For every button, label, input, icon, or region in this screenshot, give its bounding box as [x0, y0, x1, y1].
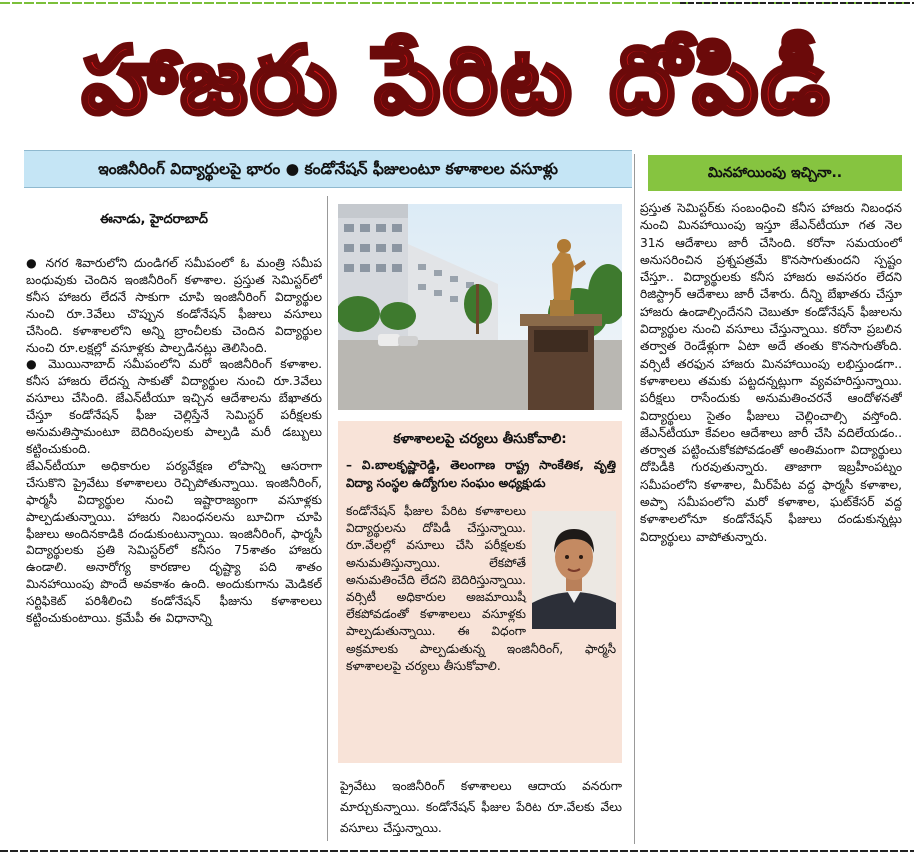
sidebar-title: మినహాయింపు ఇచ్చినా.. [648, 155, 902, 191]
paragraph: ప్రస్తుత సెమిస్టర్‌కు సంబంధించి కనీస హాజరు నిబంధన నుంచి మినహాయింపు ఇస్తూ జేఎన్‌టీయూ గత నెల 31న ఆదేశాలు జారీ చేసింది. కరోనా సమయంలో అనుసరించిన ప్రశ్నపత్రమే కొనసాగుతుందని స్పష్టం చేస్తూ.. విద్యార్థులకు కనీస హాజరు అవసరం లేదని రిజిస్ట్రార్ ఆదేశాలు జారీ చేశారు. దీన్ని బేఖాతరు చేస్తూ హాజరు ఉండాల్సిందేనని చెబుతూ కండోనేషన్ ఫీజులను విద్యార్థుల నుంచి వసూలు చేస్తున్నాయి. కరోనా ప్రబలిన తర్వాత రెండేళ్లుగా ఏటా అదే తంతు కొనసాగుతోంది. వర్సిటీ తరఫున హాజరు మినహాయింపు లభిస్తుండగా.. కళాశాలలు తమకు పట్టదన్నట్లుగా వ్యవహరిస్తున్నాయి. పరీక్షలు రాసేందుకు అనుమతించరనే ఆందోళనతో విద్యార్థులు సైతం ఫీజులు చెల్లించాల్సి వస్తోంది. జేఎన్‌టీయూ కేవలం ఆదేశాలు జారీ చేసి వదిలేయడం.. తర్వాత పట్టించుకోకపోవడంతో అంతిమంగా విద్యార్థులు దోపిడీకి గురవుతున్నారు. తాజాగా ఇబ్రహీంపట్నం సమీపంలోని కళాశాల, మీర్‌పేట వద్ద ఫార్మసీ కళాశాల, అప్పా సమీపంలోని మరో కళాశాల, ఘట్‌కేసర్ వద్ద కళాశాలలోనూ కండోనేషన్ ఫీజులు దండుకున్నట్లు విద్యార్థులు వాపోతున్నారు. [640, 201, 902, 544]
sidebar-column [640, 200, 902, 840]
college-photo [338, 204, 622, 410]
headline: హాజరు పేరిట దోపిడీ [81, 27, 833, 134]
dateline: ఈనాడు, హైదరాబాద్ [100, 212, 208, 227]
quote-body-wrapper [346, 503, 616, 675]
article-column-1 [26, 255, 322, 840]
article-column-2-tail: ప్రైవేటు ఇంజినీరింగ్ కళాశాలలు ఆదాయ వనరుగా మార్చుకున్నాయి. కండోనేషన్ ఫీజుల పేరిట రూ.వేలకు వేలు వసూలు చేస్తున్నాయి. [340, 779, 622, 835]
paragraph: ● నగర శివారులోని దుండిగల్ సమీపంలో ఓ మంత్రి సమీప బంధువుకు చెందిన ఇంజినీరింగ్ కళాశాల. ప్రస్తుత సెమిస్టర్‌లో కనీస హాజరు లేదనే సాకుగా చూపి ఇంజినీరింగ్ విద్యార్థుల నుంచి రూ.3వేలు చొప్పున కండోనేషన్ ఫీజులు వసూలు చేసింది. కళాశాలలోని అన్ని బ్రాంచీలకు చెందిన విద్యార్థుల నుంచి రూ.లక్షల్లో వసూళ్లకు పాల్పడినట్లు తెలిసింది. [26, 256, 322, 355]
top-border [0, 0, 914, 8]
bottom-border [0, 850, 914, 852]
column-divider [327, 196, 328, 841]
subheadline: ఇంజినీరింగ్ విద్యార్థులపై భారం ● కండోనేషన్ ఫీజులంటూ కళాశాలల వసూళ్లు [24, 150, 632, 188]
quote-box [338, 421, 622, 763]
quote-box-title: కళాశాలలపై చర్యలు తీసుకోవాలి: [393, 431, 567, 447]
quote-body: కండోనేషన్ ఫీజుల పేరిట కళాశాలలు విద్యార్థులను దోపిడీ చేస్తున్నాయి. రూ.వేలల్లో వసూలు చేసి పరీక్షలకు అనుమతిస్తున్నాయి. లేకపోతే అనుమతించేది లేదని బెదిరిస్తున్నాయి. వర్సిటీ అధికారుల అజమాయిషీ లేకపోవడంతో కళాశాలలు వసూళ్లకు పాల్పడుతున్నాయి. ఈ విధంగా అక్రమాలకు పాల్పడుతున్న ఇంజినీరింగ్, ఫార్మసీ కళాశాలలపై చర్యలు తీసుకోవాలి. [346, 504, 616, 673]
portrait-illustration [532, 511, 616, 629]
college-photo-illustration [338, 204, 622, 410]
paragraph: ● మొయినాబాద్ సమీపంలోని మరో ఇంజినీరింగ్ కళాశాల. కనీస హాజరు లేదన్న సాకుతో విద్యార్థుల నుంచి రూ.3వేలు వసూలు చేసింది. జేఎన్‌టీయూ ఇచ్చిన ఆదేశాలను బేఖాతరు చేస్తూ కండోనేషన్ ఫీజు చెల్లిస్తేనే సెమిస్టర్ పరీక్షలకు అనుమతిస్తామంటూ బెదిరింపులకు పాల్పడి మరీ డబ్బులు కట్టించుకుంది. [26, 357, 322, 456]
paragraph: జేఎన్‌టీయూ అధికారుల పర్యవేక్షణ లోపాన్ని ఆసరాగా చేసుకొని ప్రైవేటు కళాశాలలు రెచ్చిపోతున్నాయి. ఇంజినీరింగ్, ఫార్మసీ విద్యార్థుల నుంచి ఇష్టారాజ్యంగా వసూళ్లకు పాల్పడుతున్నాయి. హాజరు నిబంధనలను బూచిగా చూపి ఫీజులు అందినకాడికి దండుకుంటున్నాయి. ఇంజినీరింగ్, ఫార్మసీ విద్యార్థులకు ప్రతి సెమిస్టర్‌లో కనీసం 75శాతం హాజరు ఉండాలి. అనారోగ్య కారణాల దృష్ట్యా పది శాతం మినహాయింపు పొందే అవకాశం ఉంది. అందుకుగాను మెడికల్ సర్టిఫికెట్ పరిశీలించి కండోనేషన్ ఫీజును కళాశాలలు కట్టించుకుంటాయి. క్రమేపీ ఈ విధానాన్ని [26, 458, 322, 626]
top-border-black [680, 2, 914, 4]
column-divider [634, 154, 635, 844]
portrait-float [532, 511, 616, 629]
quote-attribution: – వి.బాలకృష్ణారెడ్డి, తెలంగాణ రాష్ట్ర సాంకేతిక, వృత్తి విద్యా సంస్థల ఉద్యోగుల సంఘం అధ్యక్షుడు [346, 458, 616, 490]
speaker-portrait [532, 511, 616, 629]
